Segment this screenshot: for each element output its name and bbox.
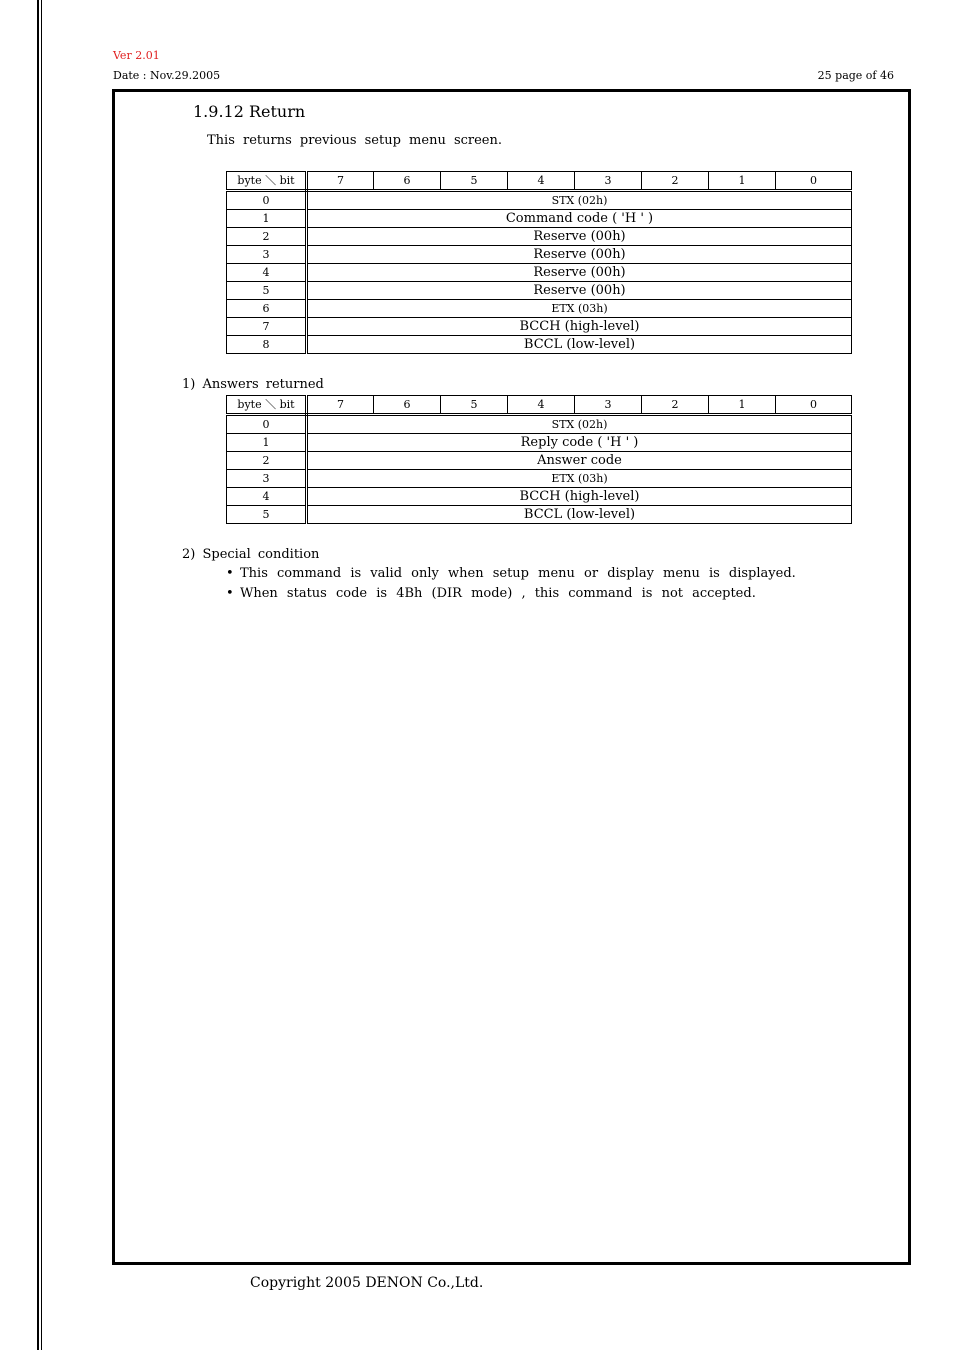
- table-row: [227, 210, 852, 228]
- byte-cell: 0: [227, 415, 307, 434]
- table-header-row: [227, 172, 852, 191]
- byte-cell: 7: [227, 318, 307, 336]
- content-cell: STX (02h): [307, 191, 852, 210]
- content-cell: Reserve (00h): [307, 282, 852, 300]
- content-cell: BCCL (low-level): [307, 506, 852, 524]
- binder-line: [37, 0, 39, 1350]
- table-row: [227, 470, 852, 488]
- bit-header: 4: [508, 172, 575, 191]
- bullet-icon: •: [226, 586, 234, 601]
- table-row: [227, 452, 852, 470]
- bit-header: 2: [642, 172, 709, 191]
- copyright-footer: Copyright 2005 DENON Co.,Ltd.: [250, 1275, 484, 1291]
- byte-cell: 1: [227, 210, 307, 228]
- answers-table: [226, 395, 852, 524]
- table-row: [227, 488, 852, 506]
- bit-header: 6: [374, 396, 441, 415]
- table-row: [227, 434, 852, 452]
- command-table: [226, 171, 852, 354]
- binder-line-inner: [41, 0, 42, 1350]
- table-row: [227, 318, 852, 336]
- table-header-row: [227, 396, 852, 415]
- bit-header: 5: [441, 172, 508, 191]
- content-cell: ETX (03h): [307, 470, 852, 488]
- bit-header: 7: [307, 172, 374, 191]
- answers-heading: 1) Answers returned: [182, 377, 324, 392]
- table-row: [227, 506, 852, 524]
- corner-cell: byte ＼ bit: [227, 396, 307, 415]
- table-row: [227, 264, 852, 282]
- byte-cell: 4: [227, 488, 307, 506]
- byte-cell: 2: [227, 228, 307, 246]
- content-cell: Reserve (00h): [307, 246, 852, 264]
- table-row: [227, 246, 852, 264]
- bit-header: 0: [776, 396, 852, 415]
- table-row: [227, 282, 852, 300]
- page-number: 25 page of 46: [817, 69, 894, 82]
- bit-header: 0: [776, 172, 852, 191]
- bit-header: 1: [709, 172, 776, 191]
- bit-header: 1: [709, 396, 776, 415]
- byte-cell: 6: [227, 300, 307, 318]
- list-item: [226, 566, 796, 581]
- content-cell: Answer code: [307, 452, 852, 470]
- list-item-text: This command is valid only when setup menu or display menu is displayed.: [240, 566, 796, 581]
- section-title: 1.9.12 Return: [193, 102, 306, 121]
- byte-cell: 3: [227, 246, 307, 264]
- bit-header: 7: [307, 396, 374, 415]
- byte-cell: 1: [227, 434, 307, 452]
- content-cell: BCCH (high-level): [307, 318, 852, 336]
- table-row: [227, 415, 852, 434]
- bit-header: 4: [508, 396, 575, 415]
- content-cell: BCCL (low-level): [307, 336, 852, 354]
- date-label: Date : Nov.29.2005: [113, 69, 221, 82]
- bit-header: 3: [575, 172, 642, 191]
- content-cell: ETX (03h): [307, 300, 852, 318]
- corner-cell: byte ＼ bit: [227, 172, 307, 191]
- byte-cell: 5: [227, 282, 307, 300]
- list-item: [226, 586, 756, 601]
- special-condition-heading: 2) Special condition: [182, 547, 320, 562]
- table-row: [227, 300, 852, 318]
- bullet-icon: •: [226, 566, 234, 581]
- content-cell: BCCH (high-level): [307, 488, 852, 506]
- byte-cell: 0: [227, 191, 307, 210]
- content-cell: Reserve (00h): [307, 228, 852, 246]
- byte-cell: 2: [227, 452, 307, 470]
- byte-cell: 4: [227, 264, 307, 282]
- section-description: This returns previous setup menu screen.: [207, 133, 503, 148]
- byte-cell: 3: [227, 470, 307, 488]
- table-row: [227, 191, 852, 210]
- content-cell: Reply code ( 'H ' ): [307, 434, 852, 452]
- table-row: [227, 336, 852, 354]
- table-row: [227, 228, 852, 246]
- version-label: Ver 2.01: [113, 49, 160, 62]
- byte-cell: 8: [227, 336, 307, 354]
- content-cell: Reserve (00h): [307, 264, 852, 282]
- content-cell: Command code ( 'H ' ): [307, 210, 852, 228]
- byte-cell: 5: [227, 506, 307, 524]
- bit-header: 3: [575, 396, 642, 415]
- bit-header: 5: [441, 396, 508, 415]
- content-cell: STX (02h): [307, 415, 852, 434]
- bit-header: 6: [374, 172, 441, 191]
- bit-header: 2: [642, 396, 709, 415]
- list-item-text: When status code is 4Bh (DIR mode) , this command is not accepted.: [240, 586, 756, 601]
